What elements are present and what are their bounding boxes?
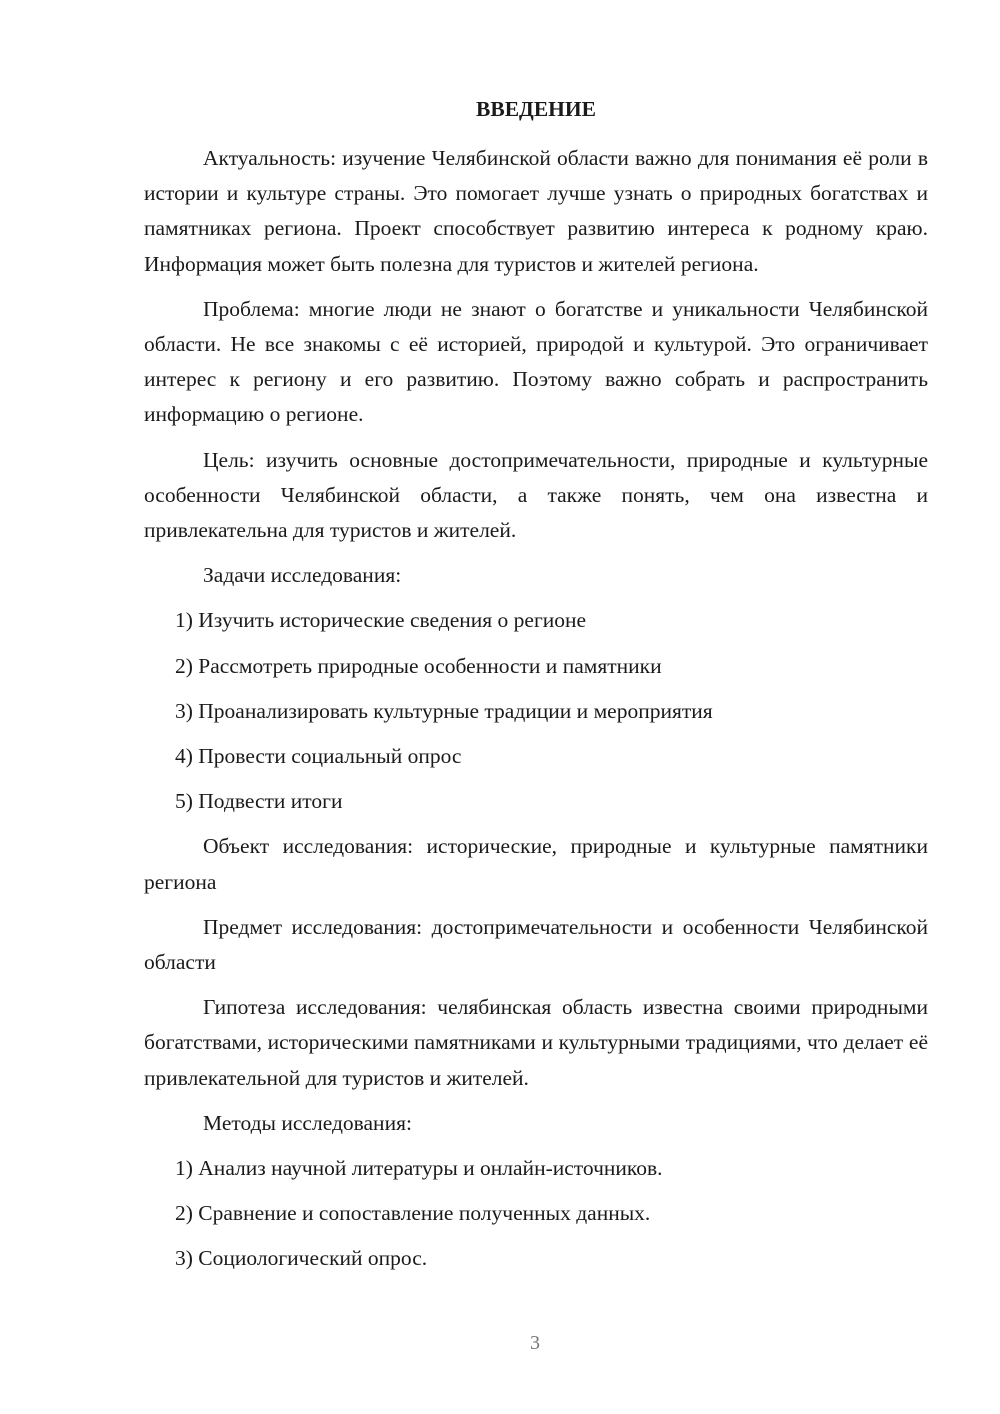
relevance-paragraph: Актуальность: изучение Челябинской области важно для понимания её роли в истории и культуре страны. Это помогает лучше узнать о природных богатствах и памятниках региона. Проект способствует развитию интереса к родному краю. Информация может быть полезна для туристов и жителей региона. <box>144 146 928 276</box>
list-item: 4) Провести социальный опрос <box>175 744 462 769</box>
list-item: 1) Изучить исторические сведения о регионе <box>175 608 587 633</box>
methods-heading: Методы исследования: <box>203 1110 412 1135</box>
object-paragraph: Объект исследования: исторические, природные и культурные памятники региона <box>144 834 928 894</box>
goal-paragraph: Цель: изучить основные достопримечательности, природные и культурные особенности Челябинской области, а также понять, чем она известна и привлекательна для туристов и жителей. <box>144 447 928 543</box>
list-item: 2) Рассмотреть природные особенности и памятники <box>175 653 662 678</box>
list-item: 2) Сравнение и сопоставление полученных данных. <box>175 1201 651 1226</box>
page-title: ВВЕДЕНИЕ <box>476 97 596 121</box>
list-item: 1) Анализ научной литературы и онлайн-источников. <box>175 1156 663 1181</box>
page-number: 3 <box>530 1332 540 1354</box>
problem-paragraph: Проблема: многие люди не знают о богатстве и уникальности Челябинской области. Не все знакомы с её историей, природой и культурой. Это ограничивает интерес к региону и его развитию. Поэтому важно собрать и распространить информацию о регионе. <box>144 296 928 427</box>
list-item: 3) Социологический опрос. <box>175 1246 428 1271</box>
tasks-heading: Задачи исследования: <box>203 563 402 588</box>
methods-list <box>144 1151 928 1277</box>
document-page <box>144 92 928 1287</box>
list-item: 3) Проанализировать культурные традиции и мероприятия <box>175 698 713 723</box>
tasks-list <box>144 603 928 819</box>
subject-paragraph: Предмет исследования: достопримечательности и особенности Челябинской области <box>144 914 928 975</box>
hypothesis-paragraph: Гипотеза исследования: челябинская область известна своими природными богатствами, историческими памятниками и культурными традициями, что делает её привлекательной для туристов и жителей. <box>144 995 928 1090</box>
list-item: 5) Подвести итоги <box>175 789 343 814</box>
